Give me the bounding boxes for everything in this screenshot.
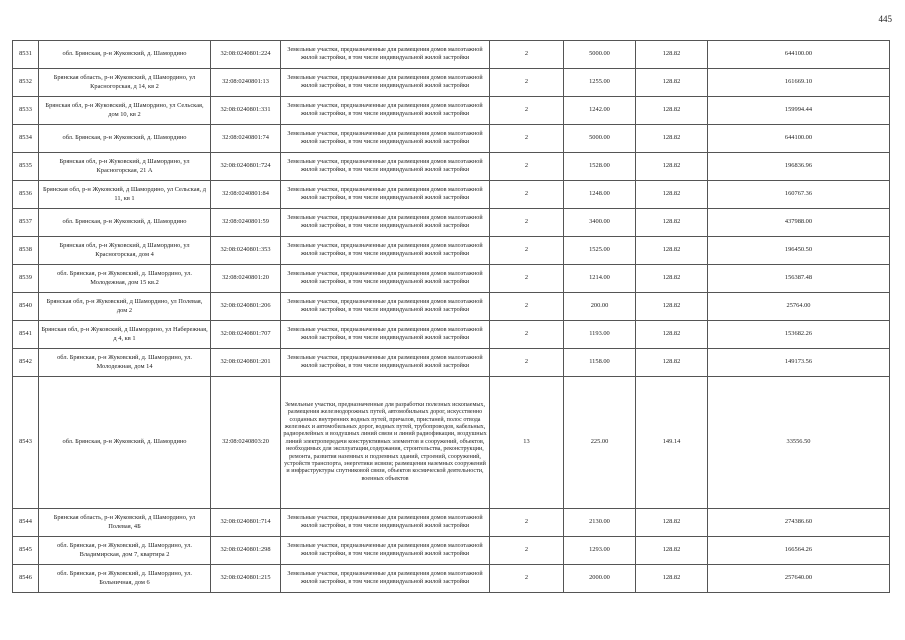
cadastral-number-cell: 32:08:0240801:714 [211,509,281,537]
cadastral-number-cell: 32:08:0240801:59 [211,209,281,237]
specific-value-cell: 128.82 [636,349,708,377]
cadastral-value-cell: 257640.00 [708,565,890,593]
table-row [13,153,890,181]
area-cell: 1214.00 [564,265,636,293]
table-row [13,293,890,321]
cadastral-value-cell: 160767.36 [708,181,890,209]
cadastral-value-cell: 437988.00 [708,209,890,237]
area-cell: 1255.00 [564,69,636,97]
group-code-cell: 2 [490,41,564,69]
cadastral-value-cell: 153682.26 [708,321,890,349]
specific-value-cell: 128.82 [636,237,708,265]
group-code-cell: 2 [490,537,564,565]
group-code-cell: 2 [490,181,564,209]
specific-value-cell: 128.82 [636,565,708,593]
row-number: 8541 [13,321,39,349]
cadastral-value-cell: 159994.44 [708,97,890,125]
row-number: 8533 [13,97,39,125]
land-use-cell: Земельные участки, предназначенные для размещения домов малоэтажной жилой застройки, в том числе индивидуальной жилой застройки [281,41,490,69]
group-code-cell: 2 [490,265,564,293]
group-code-cell: 2 [490,349,564,377]
cadastral-number-cell: 32:08:0240801:353 [211,237,281,265]
group-code-cell: 2 [490,153,564,181]
address-cell: Брянская область, р-н Жуковский, д Шамордино, ул Полевая, 4Б [39,509,211,537]
cadastral-value-cell: 156387.48 [708,265,890,293]
table-row [13,125,890,153]
land-use-cell: Земельные участки, предназначенные для размещения домов малоэтажной жилой застройки, в том числе индивидуальной жилой застройки [281,321,490,349]
specific-value-cell: 128.82 [636,181,708,209]
row-number: 8538 [13,237,39,265]
specific-value-cell: 128.82 [636,209,708,237]
page-number: 445 [878,14,892,24]
table-row [13,321,890,349]
specific-value-cell: 128.82 [636,509,708,537]
row-number: 8531 [13,41,39,69]
cadastral-number-cell: 32:08:0240801:20 [211,265,281,293]
specific-value-cell: 128.82 [636,69,708,97]
area-cell: 1525.00 [564,237,636,265]
table-row [13,537,890,565]
land-use-cell: Земельные участки, предназначенные для разработки полезных ископаемых, размещения железнодорожных путей, автомобильных дорог, искусственно созданных внутренних водных путей, причалов, пристаней, полос отвода железных и автомобильных дорог, водных путей, трубопроводов, кабельных, радиорелейных и воздушных линий связи и линий радиофикации, воздушных линий электропередачи конструктивных элементов и сооружений, объектов, необходимых для эксплуатации,содержания, строительства, реконструкции, ремонта, развития наземных и подземных зданий, строений, сооружений, устройств транспорта, энергетики исвязи; размещения наземных сооружений и инфраструктуры спутниковой связи, объектов космической деятельности, военных объектов [281,377,490,509]
cadastral-value-cell: 166564.26 [708,537,890,565]
land-use-cell: Земельные участки, предназначенные для размещения домов малоэтажной жилой застройки, в том числе индивидуальной жилой застройки [281,153,490,181]
table-row [13,265,890,293]
area-cell: 200.00 [564,293,636,321]
cadastral-number-cell: 32:08:0240801:13 [211,69,281,97]
land-use-cell: Земельные участки, предназначенные для размещения домов малоэтажной жилой застройки, в том числе индивидуальной жилой застройки [281,69,490,97]
row-number: 8534 [13,125,39,153]
specific-value-cell: 128.82 [636,537,708,565]
row-number: 8539 [13,265,39,293]
cadastral-number-cell: 32:08:0240801:298 [211,537,281,565]
address-cell: обл. Брянская, р-н Жуковский, д. Шамордино, ул. Больничная, дом 6 [39,565,211,593]
specific-value-cell: 128.82 [636,125,708,153]
specific-value-cell: 149.14 [636,377,708,509]
land-use-cell: Земельные участки, предназначенные для размещения домов малоэтажной жилой застройки, в том числе индивидуальной жилой застройки [281,237,490,265]
row-number: 8536 [13,181,39,209]
address-cell: обл. Брянская, р-н Жуковский, д. Шамордино [39,377,211,509]
cadastral-value-cell: 25764.00 [708,293,890,321]
cadastral-number-cell: 32:08:0240801:206 [211,293,281,321]
address-cell: Брянская обл, р-н Жуковский, д Шамордино, ул Красногорская, 21 А [39,153,211,181]
group-code-cell: 2 [490,509,564,537]
row-number: 8542 [13,349,39,377]
address-cell: обл. Брянская, р-н Жуковский, д. Шамордино, ул. Молодежная, дом 15 кв.2 [39,265,211,293]
group-code-cell: 2 [490,321,564,349]
table-body [13,41,890,593]
cadastral-number-cell: 32:08:0240803:20 [211,377,281,509]
cadastral-number-cell: 32:08:0240801:201 [211,349,281,377]
group-code-cell: 2 [490,237,564,265]
group-code-cell: 2 [490,97,564,125]
cadastral-value-cell: 196450.50 [708,237,890,265]
address-cell: обл. Брянская, р-н Жуковский, д. Шамордино, ул. Молодежная, дом 14 [39,349,211,377]
land-use-cell: Земельные участки, предназначенные для размещения домов малоэтажной жилой застройки, в том числе индивидуальной жилой застройки [281,125,490,153]
area-cell: 1293.00 [564,537,636,565]
table-row [13,237,890,265]
specific-value-cell: 128.82 [636,97,708,125]
table-row [13,377,890,509]
cadastral-value-cell: 149173.56 [708,349,890,377]
group-code-cell: 2 [490,209,564,237]
row-number: 8540 [13,293,39,321]
specific-value-cell: 128.82 [636,41,708,69]
address-cell: Брянская обл, р-н Жуковский, д Шамордино, ул Красногорская, дом 4 [39,237,211,265]
row-number: 8546 [13,565,39,593]
specific-value-cell: 128.82 [636,153,708,181]
land-use-cell: Земельные участки, предназначенные для размещения домов малоэтажной жилой застройки, в том числе индивидуальной жилой застройки [281,265,490,293]
table-row [13,209,890,237]
cadastral-number-cell: 32:08:0240801:707 [211,321,281,349]
table-row [13,565,890,593]
table-row [13,41,890,69]
row-number: 8544 [13,509,39,537]
group-code-cell: 2 [490,69,564,97]
area-cell: 1193.00 [564,321,636,349]
address-cell: обл. Брянская, р-н Жуковский, д. Шамордино [39,41,211,69]
table-row [13,181,890,209]
row-number: 8535 [13,153,39,181]
cadastral-value-cell: 274386.60 [708,509,890,537]
address-cell: Брянская обл, р-н Жуковский, д Шамордино, ул Сельская, дом 10, кв 2 [39,97,211,125]
table-row [13,97,890,125]
row-number: 8537 [13,209,39,237]
cadastral-number-cell: 32:08:0240801:84 [211,181,281,209]
group-code-cell: 2 [490,565,564,593]
address-cell: обл. Брянская, р-н Жуковский, д. Шамордино [39,209,211,237]
row-number: 8545 [13,537,39,565]
cadastral-value-cell: 644100.00 [708,41,890,69]
row-number: 8543 [13,377,39,509]
table-row [13,509,890,537]
area-cell: 5000.00 [564,125,636,153]
land-use-cell: Земельные участки, предназначенные для размещения домов малоэтажной жилой застройки, в том числе индивидуальной жилой застройки [281,209,490,237]
area-cell: 2130.00 [564,509,636,537]
address-cell: Брянская обл, р-н Жуковский, д Шамордино, ул Сельская, д 11, кв 1 [39,181,211,209]
area-cell: 1242.00 [564,97,636,125]
area-cell: 1158.00 [564,349,636,377]
address-cell: Брянская обл, р-н Жуковский, д Шамордино, ул Полевая, дом 2 [39,293,211,321]
cadastral-value-cell: 161669.10 [708,69,890,97]
land-use-cell: Земельные участки, предназначенные для размещения домов малоэтажной жилой застройки, в том числе индивидуальной жилой застройки [281,537,490,565]
area-cell: 2000.00 [564,565,636,593]
specific-value-cell: 128.82 [636,265,708,293]
land-use-cell: Земельные участки, предназначенные для размещения домов малоэтажной жилой застройки, в том числе индивидуальной жилой застройки [281,181,490,209]
area-cell: 1248.00 [564,181,636,209]
land-registry-table [12,40,890,593]
row-number: 8532 [13,69,39,97]
cadastral-number-cell: 32:08:0240801:215 [211,565,281,593]
land-use-cell: Земельные участки, предназначенные для размещения домов малоэтажной жилой застройки, в том числе индивидуальной жилой застройки [281,509,490,537]
cadastral-number-cell: 32:08:0240801:224 [211,41,281,69]
area-cell: 225.00 [564,377,636,509]
area-cell: 5000.00 [564,41,636,69]
cadastral-number-cell: 32:08:0240801:331 [211,97,281,125]
cadastral-number-cell: 32:08:0240801:724 [211,153,281,181]
address-cell: обл. Брянская, р-н Жуковский, д. Шамордино [39,125,211,153]
specific-value-cell: 128.82 [636,321,708,349]
area-cell: 1528.00 [564,153,636,181]
land-use-cell: Земельные участки, предназначенные для размещения домов малоэтажной жилой застройки, в том числе индивидуальной жилой застройки [281,293,490,321]
table-row [13,69,890,97]
cadastral-value-cell: 644100.00 [708,125,890,153]
land-use-cell: Земельные участки, предназначенные для размещения домов малоэтажной жилой застройки, в том числе индивидуальной жилой застройки [281,97,490,125]
group-code-cell: 2 [490,293,564,321]
address-cell: обл. Брянская, р-н Жуковский, д. Шамордино, ул. Владимирская, дом 7, квартира 2 [39,537,211,565]
cadastral-value-cell: 196836.96 [708,153,890,181]
land-use-cell: Земельные участки, предназначенные для размещения домов малоэтажной жилой застройки, в том числе индивидуальной жилой застройки [281,565,490,593]
cadastral-number-cell: 32:08:0240801:74 [211,125,281,153]
area-cell: 3400.00 [564,209,636,237]
group-code-cell: 2 [490,125,564,153]
address-cell: Брянская область, р-н Жуковский, д Шамордино, ул Красногорская, д 14, кв 2 [39,69,211,97]
table-row [13,349,890,377]
group-code-cell: 13 [490,377,564,509]
specific-value-cell: 128.82 [636,293,708,321]
land-use-cell: Земельные участки, предназначенные для размещения домов малоэтажной жилой застройки, в том числе индивидуальной жилой застройки [281,349,490,377]
cadastral-value-cell: 33556.50 [708,377,890,509]
address-cell: Брянская обл, р-н Жуковский, д Шамордино, ул Набережная, д 4, кв 1 [39,321,211,349]
